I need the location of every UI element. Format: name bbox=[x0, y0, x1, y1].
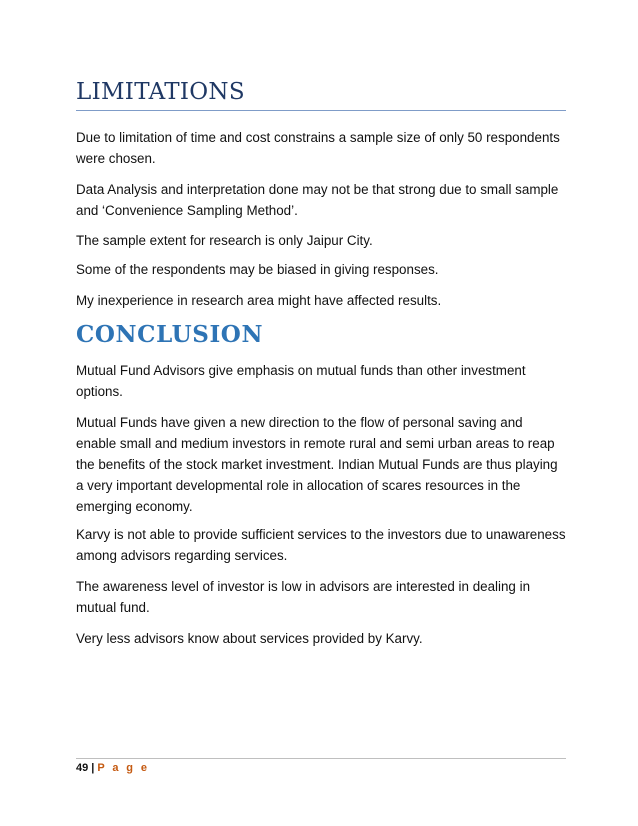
conclusion-paragraph-5: Very less advisors know about services provided by Karvy. bbox=[76, 631, 423, 646]
limitation-paragraph-4: Some of the respondents may be biased in giving responses. bbox=[76, 262, 439, 277]
limitation-paragraph-1: Due to limitation of time and cost constrains a sample size of only 50 respondents were chosen. bbox=[76, 130, 560, 166]
conclusion-paragraph-2: Mutual Funds have given a new direction to the flow of personal saving and enable small and medium investors in remote rural and semi urban areas to reap the benefits of the stock market investment. Indian Mutual Funds are thus playing a very important developmental role in allocation of scares resources in the emerging economy. bbox=[76, 415, 558, 514]
limitation-paragraph-3: The sample extent for research is only Jaipur City. bbox=[76, 233, 373, 248]
page-label: P a g e bbox=[97, 762, 150, 774]
footer-separator: | bbox=[91, 762, 95, 774]
limitation-paragraph-2: Data Analysis and interpretation done may not be that strong due to small sample and ‘Convenience Sampling Method’. bbox=[76, 182, 559, 218]
footer-divider bbox=[76, 758, 566, 759]
conclusion-paragraph-3: Karvy is not able to provide sufficient services to the investors due to unawareness among advisors regarding services. bbox=[76, 527, 566, 563]
conclusion-paragraph-4: The awareness level of investor is low in advisors are interested in dealing in mutual fund. bbox=[76, 579, 531, 615]
page-footer bbox=[76, 761, 149, 775]
heading-underline bbox=[76, 110, 566, 111]
limitation-paragraph-5: My inexperience in research area might have affected results. bbox=[76, 293, 442, 308]
limitations-heading: LIMITATIONS bbox=[76, 79, 245, 105]
conclusion-paragraph-1: Mutual Fund Advisors give emphasis on mutual funds than other investment options. bbox=[76, 363, 526, 399]
conclusion-heading: CONCLUSION bbox=[76, 321, 264, 348]
page-number: 49 bbox=[76, 762, 89, 774]
